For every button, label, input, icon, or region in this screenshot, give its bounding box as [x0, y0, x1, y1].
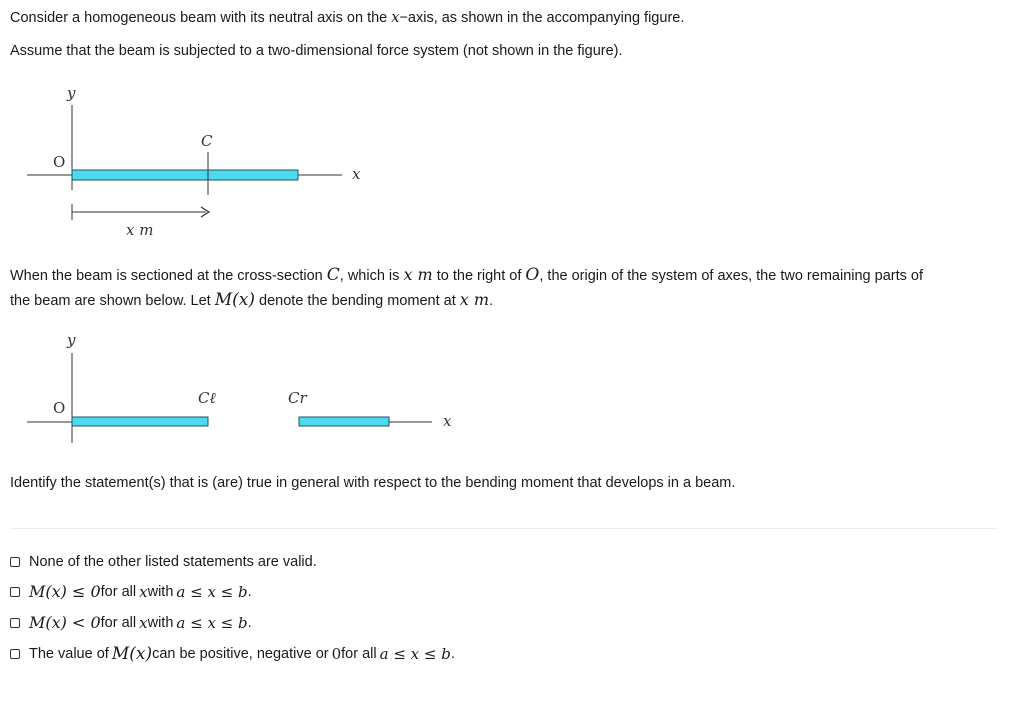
option-4-checkbox[interactable] [10, 649, 20, 659]
var-x: x [391, 10, 400, 26]
section-text: , the origin of the system of axes, the two remaining parts of [539, 268, 923, 284]
beam-figure-2 [20, 325, 460, 450]
section-text-line-2 [10, 290, 493, 310]
section-text-line-1 [10, 265, 923, 285]
option-2-range: a ≤ x ≤ b [176, 582, 248, 601]
option-1-checkbox[interactable] [10, 557, 20, 567]
x-axis-label: x [352, 165, 361, 183]
section-text: When the beam is sectioned at the cross-section [10, 268, 327, 284]
left-section-label: Cℓ [198, 389, 216, 407]
option-3-period: . [247, 614, 252, 631]
option-2-var: x [139, 582, 148, 601]
option-2-checkbox[interactable] [10, 587, 20, 597]
option-4-text: The value of [29, 646, 109, 662]
dim-label: x m [126, 221, 154, 239]
option-1-label: None of the other listed statements are valid. [29, 554, 317, 570]
section-text: the beam are shown below. Let [10, 293, 215, 309]
option-3-math: M(x) < 0 [29, 613, 101, 632]
option-3[interactable] [10, 613, 252, 632]
option-3-var: x [139, 613, 148, 632]
intro-line-1 [10, 10, 684, 26]
option-4-text: for all [341, 646, 377, 662]
intro-text-end: −axis, as shown in the accompanying figure. [399, 10, 685, 26]
section-text: . [489, 293, 494, 309]
var-xm: x m [403, 265, 433, 284]
option-4-text: can be positive, negative or [152, 646, 329, 662]
x-axis-label: x [443, 412, 452, 430]
left-beam-part [72, 417, 208, 426]
option-2-text: for all [100, 583, 137, 600]
intro-line-2: Assume that the beam is subjected to a two-dimensional force system (not shown in the figure). [10, 43, 623, 59]
option-3-text: with [147, 614, 174, 631]
option-4-zero: 0 [331, 645, 342, 663]
section-text: denote the bending moment at [255, 293, 460, 309]
option-4-range: a ≤ x ≤ b [379, 645, 451, 663]
section-text: , which is [339, 268, 404, 284]
section-text: to the right of [432, 268, 526, 284]
option-4-math: M(x) [111, 644, 153, 664]
option-1[interactable] [10, 554, 317, 570]
origin-label: O [53, 153, 66, 171]
beam [72, 170, 298, 180]
option-2-math: M(x) ≤ 0 [29, 582, 101, 601]
divider [10, 528, 998, 529]
y-axis-label: y [67, 331, 76, 349]
intro-text: Consider a homogeneous beam with its neutral axis on the [10, 10, 392, 26]
option-3-checkbox[interactable] [10, 618, 20, 628]
option-4-period: . [450, 646, 455, 662]
right-beam-part [299, 417, 389, 426]
beam-figure-1 [20, 80, 380, 240]
option-2-period: . [247, 583, 252, 600]
origin-label: O [53, 399, 66, 417]
right-section-label: Cr [288, 389, 307, 407]
option-2-text: with [147, 583, 174, 600]
var-mx: M(x) [214, 290, 256, 310]
option-2[interactable] [10, 582, 252, 601]
var-xm: x m [459, 290, 490, 309]
question-text: Identify the statement(s) that is (are) true in general with respect to the bending moment that develops in a beam. [10, 475, 736, 491]
section-label: C [201, 132, 213, 150]
var-c: C [326, 265, 340, 285]
y-axis-label: y [67, 84, 76, 102]
var-o: O [525, 265, 540, 285]
option-3-text: for all [100, 614, 137, 631]
option-4[interactable] [10, 644, 455, 664]
option-3-range: a ≤ x ≤ b [176, 613, 248, 632]
